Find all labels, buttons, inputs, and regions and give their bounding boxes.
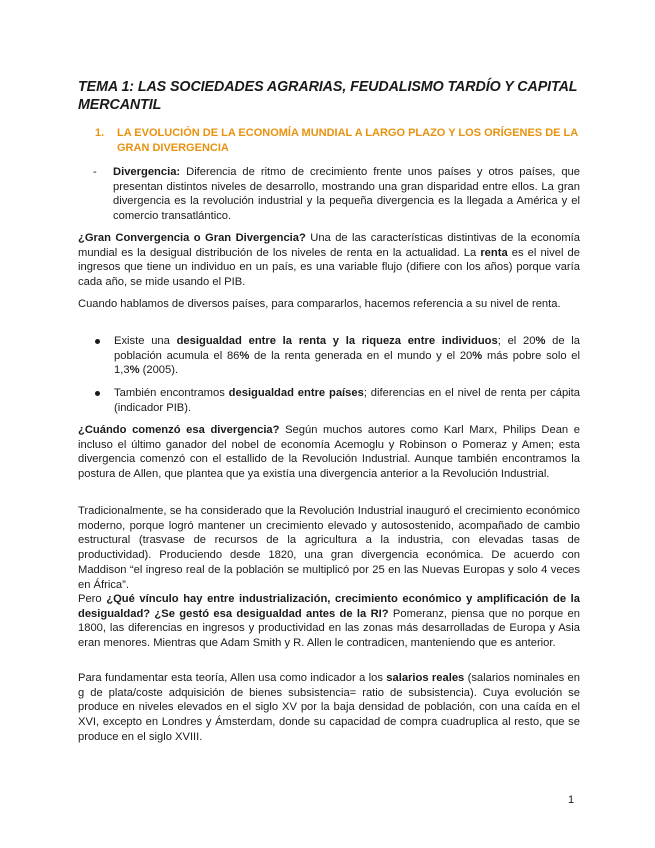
bullet-text: (2005). [139, 364, 179, 377]
page-number: 1 [568, 794, 575, 806]
bullet-bold: desigualdad entre la renta y la riqueza entre individuos [176, 335, 498, 347]
bullet-bold: desigualdad entre países [228, 387, 364, 399]
paragraph-text: Según muchos autores como Karl Marx, Philips Dean e incluso el último ganador del nobel de economía Acemoglu y Robinson o Pomeraz y Amen; esta divergencia comenzó con el estallido de la Revolución Industrial. Aunque también encontramos la postura de Allen, que plantea que ya existía una divergencia anterior a la Revolución Industrial. [78, 424, 580, 481]
bullet-bold: % [129, 364, 140, 377]
bullet-text: También encontramos [114, 387, 229, 399]
paragraph-text: Pero [78, 593, 107, 605]
bullet-dot [95, 339, 100, 344]
paragraph-text: Para fundamentar esta teoría, Allen usa como indicador a los [78, 672, 387, 684]
bullet-text: Existe una [114, 335, 177, 347]
bullet-bold: % [535, 335, 546, 347]
paragraph-text: (salarios nominales en g de plata/coste adquisición de bienes subsistencia= ratio de subsistencia). Cuya evolución se produce en niveles elevados en el siglo XV por la baja densidad de población, con una caída en el XVI, excepto en Londres y Ámsterdam, donde su capacidad de compra cuadruplica al resto, que se produce en el siglo XVIII. [78, 672, 580, 743]
dash-marker: - [93, 166, 97, 178]
paragraph-vinculo [78, 592, 580, 651]
bullet-item [92, 334, 580, 378]
page-title: TEMA 1: LAS SOCIEDADES AGRARIAS, FEUDALISMO TARDÍO Y CAPITAL MERCANTIL [78, 79, 578, 113]
paragraph-text: Una de las características distintivas de la economía mundial es la desigual distribución de los niveles de renta en la actualidad. La [78, 232, 580, 259]
section-number: 1. [95, 127, 105, 139]
section-heading-text: LA EVOLUCIÓN DE LA ECONOMÍA MUNDIAL A LARGO PLAZO Y LOS ORÍGENES DE LA GRAN DIVERGENCIA [117, 127, 578, 154]
paragraph-text: es el nivel de ingresos que tiene un individuo en un país, es una variable flujo (difiere con los años) porque varía cada año, se mide usando el PIB. [78, 246, 580, 289]
bullet-item [92, 386, 580, 415]
bullet-text: ; el 20 [497, 335, 536, 347]
bullet-dot [95, 391, 100, 396]
paragraph-tradicionalmente: Tradicionalmente, se ha considerado que la Revolución Industrial inauguró el crecimiento económico moderno, porque logró mantener un crecimiento elevado y autosostenido, acompañado de cambio estructural (trasvase de recursos de la agricultura a la industria, con elevadas tasas de productividad). Produciendo desde 1820, una gran divergencia económica. De acuerdo con Maddison “el ingreso real de la población se multiplicó por 25 en las Nuevas Europas y solo 4 veces en África”. [78, 505, 580, 591]
section-heading [95, 126, 595, 156]
question-convergencia: ¿Gran Convergencia o Gran Divergencia? [78, 232, 306, 244]
paragraph-convergencia [78, 231, 580, 290]
bullet-text: más pobre solo el 1,3 [114, 349, 580, 377]
term-renta: renta [480, 246, 508, 259]
definition-text: Diferencia de ritmo de crecimiento frente unos países y otros países, que presentan distintos niveles de desarrollo, mostrando una gran disparidad entre ellos. La gran divergencia es la revolución industrial y la pequeña divergencia es la llegada a América y el comercio transatlántico. [113, 166, 580, 223]
definition-term: Divergencia: [113, 166, 181, 178]
term-salarios-reales: salarios reales [386, 672, 465, 684]
paragraph-comparar: Cuando hablamos de diversos países, para compararlos, hacemos referencia a su nivel de renta. [78, 298, 561, 310]
bullet-bold: % [239, 349, 250, 362]
divergencia-definition [95, 165, 580, 224]
paragraph-salarios [78, 671, 580, 745]
question-vinculo: ¿Qué vínculo hay entre industrialización, crecimiento económico y amplificación de la desigualdad? ¿Se gestó esa desigualdad antes de la RI? [78, 593, 580, 620]
bullet-text: de la población acumula el 86 [114, 335, 581, 362]
paragraph-text: Pomeranz, piensa que no porque en 1800, las diferencias en ingresos y productividad en las zonas más desarrolladas de Europa y Asia eran menores. Mientras que Adam Smith y R. Allen le contradicen, manteniendo que es anterior. [78, 607, 580, 650]
question-cuando: ¿Cuándo comenzó esa divergencia? [78, 424, 280, 436]
paragraph-cuando [78, 423, 580, 482]
bullet-text: de la renta generada en el mundo y el 20 [249, 349, 473, 362]
bullet-text: ; diferencias en el nivel de renta per cápita (indicador PIB). [114, 387, 580, 414]
bullet-bold: % [472, 349, 483, 362]
